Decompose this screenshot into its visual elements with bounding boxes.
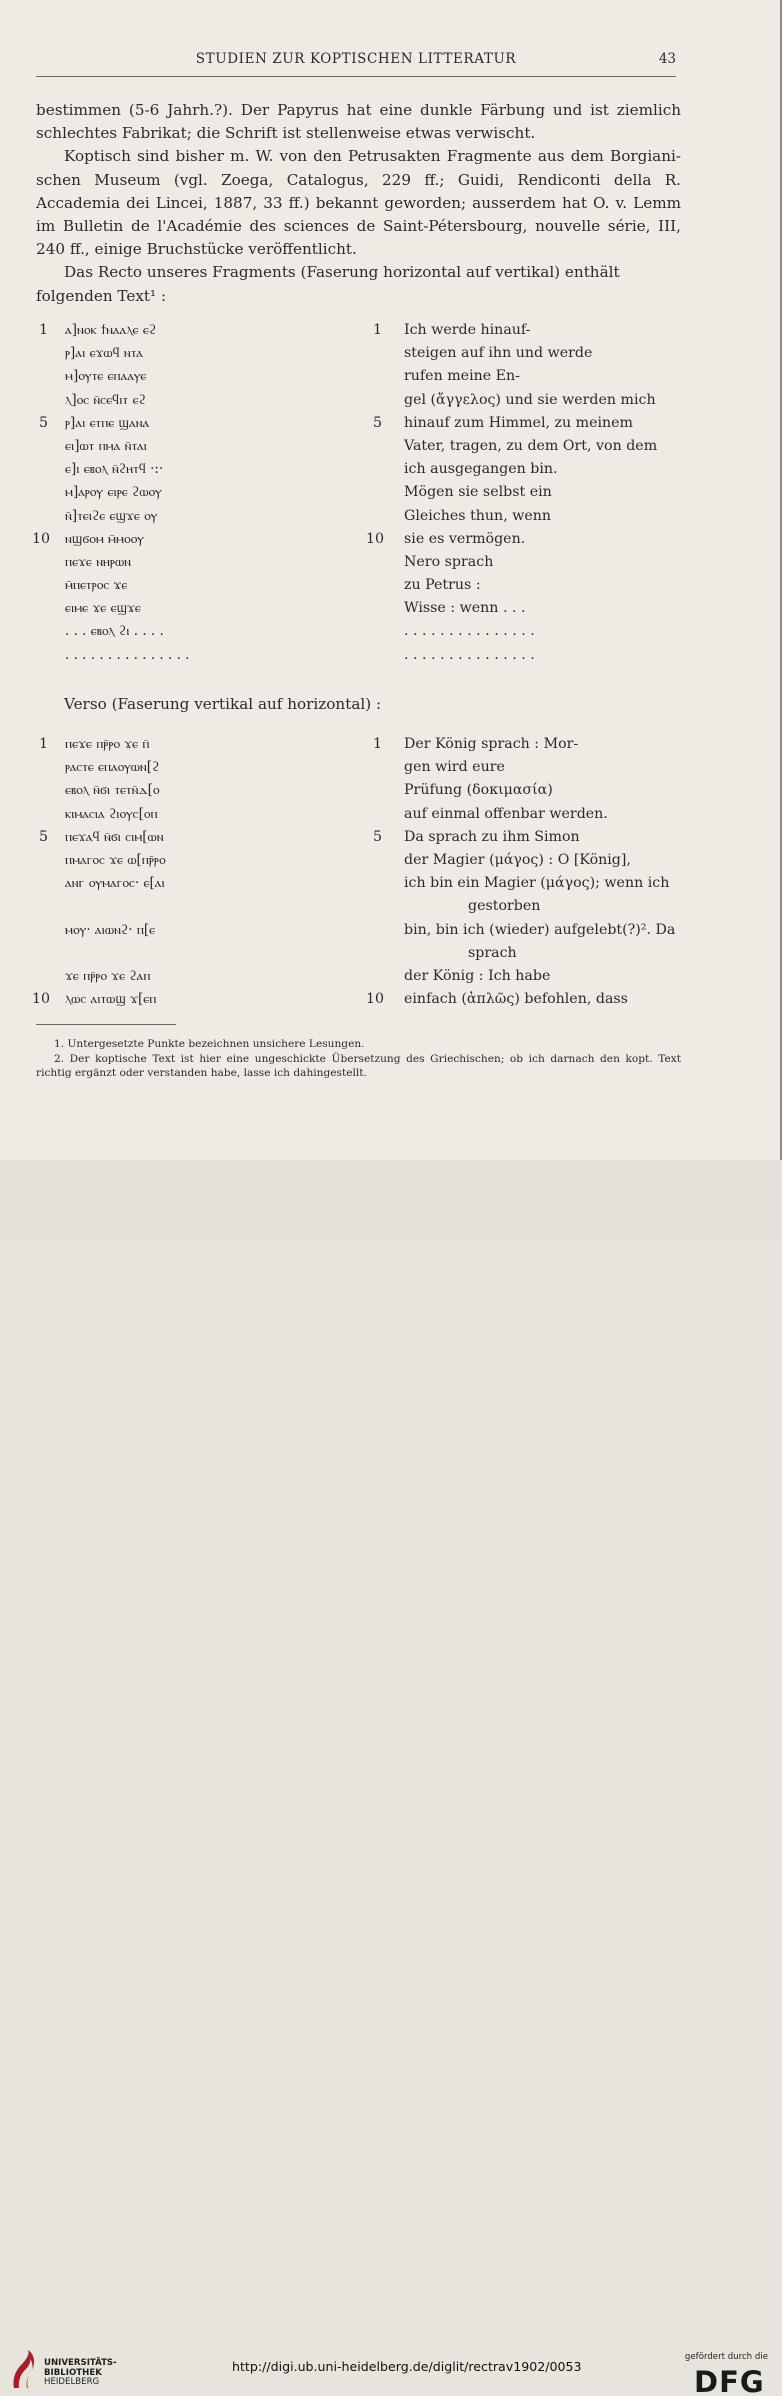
recto-german-translation: steigen auf ihn und werde xyxy=(404,345,593,362)
verso-heading: Verso (Faserung vertikal auf horizontal) : xyxy=(64,695,382,713)
paragraph-3: Das Recto unseres Fragments (Faserung horizontal auf vertikal) enthält folgenden Text¹ : xyxy=(36,263,620,305)
verso-german-translation: Der König sprach : Mor- xyxy=(404,736,579,752)
recto-german-translation: Wisse : wenn . . . xyxy=(404,600,526,617)
recto-line-number: 5 xyxy=(38,414,48,431)
footnote-1: 1. Untergesetzte Punkte bezeichnen unsichere Lesungen. xyxy=(54,1038,365,1050)
recto-german-translation: Gleiches thun, wenn xyxy=(404,507,552,524)
recto-coptic-text: ⲉⲓ]ⲱⲧ ⲡⲙⲁ ⲛ̄ⲧⲁⲓ xyxy=(65,437,147,454)
recto-edition xyxy=(32,319,682,667)
verso-line xyxy=(32,849,682,872)
verso-german-translation: Da sprach zu ihm Simon xyxy=(404,828,580,845)
verso-line xyxy=(32,756,682,779)
verso-line xyxy=(32,826,682,849)
library-line-2: BIBLIOTHEK xyxy=(44,2367,102,2378)
recto-line xyxy=(32,389,682,412)
digitization-footer xyxy=(0,1160,782,2396)
recto-coptic-text: ⲉ]ⲓ ⲉⲃⲟⲗ ⲛ̄ϩⲏⲧϥ ·:· xyxy=(65,461,164,478)
recto-german-translation: Vater, tragen, zu dem Ort, von dem xyxy=(404,437,658,454)
recto-line xyxy=(32,644,682,667)
verso-coptic-text: ⲗⲱⲥ ⲁⲓⲧⲱϣ ϫ[ⲉⲡ xyxy=(65,991,157,1008)
recto-coptic-text: ⲉⲓⲙⲉ ϫⲉ ⲉϣϫⲉ xyxy=(65,600,141,617)
recto-line xyxy=(32,342,682,365)
recto-german-translation: . . . . . . . . . . . . . . . xyxy=(404,646,535,663)
library-line-3: HEIDELBERG xyxy=(44,2377,100,2388)
recto-line xyxy=(32,319,682,342)
verso-line xyxy=(32,872,682,895)
recto-translation-line-number: 5 xyxy=(372,414,382,431)
verso-german-translation: der König : Ich habe xyxy=(404,967,551,984)
verso-coptic-text: ⲡⲙⲁⲅⲟⲥ ϫⲉ ⲱ[ⲡⲣ̄ⲣⲟ xyxy=(65,851,166,868)
recto-german-translation: . . . . . . . . . . . . . . . xyxy=(404,623,535,640)
verso-german-translation: der Magier (μάγος) : O [König], xyxy=(404,851,631,868)
verso-line xyxy=(32,895,682,918)
verso-german-translation: einfach (ἁπλῶς) befohlen, dass xyxy=(404,991,628,1008)
verso-german-translation: Prüfung (δοκιμασία) xyxy=(404,782,553,799)
verso-translation-line-number: 5 xyxy=(372,828,382,845)
dfg-logo-text: DFG xyxy=(694,2366,765,2396)
funding-caption: gefördert durch die xyxy=(684,2352,768,2362)
recto-coptic-text: ⲙ]ⲟⲩⲧⲉ ⲉⲡⲁⲁⲩⲉ xyxy=(65,368,147,385)
recto-translation-line-number: 10 xyxy=(366,530,385,547)
recto-german-translation: rufen meine En- xyxy=(404,368,520,385)
recto-line xyxy=(32,481,682,504)
verso-translation-line-number: 1 xyxy=(372,736,382,752)
university-library-logo-icon xyxy=(10,2348,40,2390)
header-rule xyxy=(36,76,676,77)
recto-german-translation: hinauf zum Himmel, zu meinem xyxy=(404,414,634,431)
recto-german-translation: sie es vermögen. xyxy=(404,530,526,547)
recto-coptic-text: ⲡⲉϫⲉ ⲛⲏⲣⲱⲛ xyxy=(65,553,132,570)
scanned-page xyxy=(0,0,782,1160)
recto-line xyxy=(32,458,682,481)
dfg-logo-icon xyxy=(694,2366,770,2396)
verso-line xyxy=(32,965,682,988)
recto-line xyxy=(32,597,682,620)
body-text xyxy=(36,99,681,308)
recto-coptic-text: ⲛϣϭⲟⲙ ⲙ̄ⲙⲟⲟⲩ xyxy=(65,530,144,547)
recto-german-translation: Mögen sie selbst ein xyxy=(404,484,552,501)
verso-german-translation: auf einmal offenbar werden. xyxy=(404,805,608,822)
recto-german-translation: ich ausgegangen bin. xyxy=(404,461,558,478)
footnote-rule xyxy=(36,1024,176,1025)
recto-coptic-text: ⲁ]ⲛⲟⲕ ϯⲛⲁⲁⲗⲉ ⲉϩ xyxy=(65,322,157,338)
verso-line xyxy=(32,988,682,1011)
verso-german-translation: gestorben xyxy=(468,898,541,915)
footnotes xyxy=(36,1037,681,1081)
recto-german-translation: gel (ἄγγελος) und sie werden mich xyxy=(404,391,656,408)
recto-line-number: 1 xyxy=(38,322,48,338)
recto-coptic-text: . . . ⲉⲃⲟⲗ ϩⲓ . . . . xyxy=(65,623,164,640)
paragraph-2: Koptisch sind bisher m. W. von den Petrusakten Fragmente aus dem Borgiani-schen Museum (vgl. Zoega, Catalogus, 229 ff.; Guidi, Rendiconti della R. Accademia dei Lincei, 1887, 33 ff.) bekannt geworden; ausserdem hat O. v. Lemm im Bulletin de l'Académie des sciences de Saint-Pétersbourg, nouvelle série, III, 240 ff., einige Bruchstücke veröffentlicht. xyxy=(36,147,681,259)
recto-line-number: 10 xyxy=(32,530,51,547)
verso-coptic-text: ⲣⲁⲥⲧⲉ ⲉⲡⲁⲟⲩⲱⲛ[ϩ xyxy=(65,759,160,776)
library-line-1: UNIVERSITÄTS- xyxy=(44,2358,117,2368)
recto-coptic-text: ⲙ]ⲁⲣⲟⲩ ⲉⲓⲣⲉ ϩⲱⲟⲩ xyxy=(65,484,162,501)
recto-coptic-text: ⲙ̄ⲡⲉⲧⲣⲟⲥ ϫⲉ xyxy=(65,577,128,594)
verso-coptic-text: ⲙⲟⲩ· ⲁⲓⲱⲛϩ· ⲡ[ⲉ xyxy=(65,921,156,938)
verso-german-translation: ich bin ein Magier (μάγος); wenn ich xyxy=(404,875,670,892)
recto-line xyxy=(32,435,682,458)
running-title: STUDIEN ZUR KOPTISCHEN LITTERATUR xyxy=(195,51,517,67)
recto-coptic-text: ⲛ̄]ⲧⲉⲓϩⲉ ⲉϣϫⲉ ⲟⲩ xyxy=(65,507,158,524)
recto-line xyxy=(32,412,682,435)
recto-line xyxy=(32,620,682,643)
verso-translation-line-number: 10 xyxy=(366,991,385,1008)
recto-german-translation: zu Petrus : xyxy=(404,577,481,594)
verso-german-translation: bin, bin ich (wieder) aufgelebt(?)². Da xyxy=(404,921,676,938)
recto-translation-line-number: 1 xyxy=(372,322,382,338)
recto-coptic-text: ⲗ]ⲟⲥ ⲛ̄ⲥⲉϥⲓⲧ ⲉϩ xyxy=(65,391,146,408)
recto-line xyxy=(32,505,682,528)
recto-german-translation: Ich werde hinauf- xyxy=(404,322,531,338)
verso-coptic-text: ⲕⲓⲙⲁⲥⲓⲁ ϩⲓⲟⲩⲥ[ⲟⲡ xyxy=(65,805,158,822)
recto-line xyxy=(32,551,682,574)
verso-german-translation: gen wird eure xyxy=(404,759,505,776)
verso-coptic-text: ⲡⲉϫⲁϥ ⲛ̄ϭⲓ ⲥⲓⲙ[ⲱⲛ xyxy=(65,828,164,845)
verso-german-translation: sprach xyxy=(468,944,517,961)
verso-line xyxy=(32,779,682,802)
university-library-name xyxy=(44,2359,117,2388)
recto-line xyxy=(32,528,682,551)
verso-line xyxy=(32,919,682,942)
verso-line xyxy=(32,733,682,756)
recto-german-translation: Nero sprach xyxy=(404,553,494,570)
page-number: 43 xyxy=(658,51,676,67)
verso-edition xyxy=(32,733,682,1011)
recto-line xyxy=(32,365,682,388)
verso-coptic-text: ⲁⲛⲅ ⲟⲩⲙⲁⲅⲟⲥ· ⲉ[ⲁⲓ xyxy=(65,875,165,892)
paragraph-1: bestimmen (5-6 Jahrh.?). Der Papyrus hat eine dunkle Färbung und ist ziemlich schlechtes Fabrikat; die Schrift ist stellenweise etwas verwischt. xyxy=(36,101,681,143)
recto-line xyxy=(32,574,682,597)
verso-line-number: 1 xyxy=(38,736,48,752)
permalink-url[interactable]: http://digi.ub.uni-heidelberg.de/diglit/rectrav1902/0053 xyxy=(232,2359,582,2374)
verso-coptic-text: ⲉⲃⲟⲗ ⲛ̄ϭⲓ ⲧⲉⲧⲛ̄ⲇ[ⲟ xyxy=(65,782,160,799)
verso-line-number: 5 xyxy=(38,828,48,845)
verso-coptic-text: ϫⲉ ⲡⲣ̄ⲣⲟ ϫⲉ ϩⲁⲡ xyxy=(65,967,151,984)
recto-coptic-text: ⲣ]ⲁⲓ ⲉϫⲱϥ ⲛⲧⲁ xyxy=(65,345,143,362)
verso-line xyxy=(32,942,682,965)
verso-line-number: 10 xyxy=(32,991,51,1008)
recto-coptic-text: . . . . . . . . . . . . . . . xyxy=(65,646,190,663)
recto-coptic-text: ⲣ]ⲁⲓ ⲉⲧⲡⲉ ϣⲁⲛⲁ xyxy=(65,414,150,431)
verso-coptic-text: ⲡⲉϫⲉ ⲡⲣ̄ⲣⲟ ϫⲉ ⲡ̄ xyxy=(65,736,150,752)
verso-line xyxy=(32,803,682,826)
footnote-2: 2. Der koptische Text ist hier eine ungeschickte Übersetzung des Griechischen; ob ich darnach den kopt. Text richtig ergänzt oder verstanden habe, lasse ich dahingestellt. xyxy=(36,1052,681,1080)
